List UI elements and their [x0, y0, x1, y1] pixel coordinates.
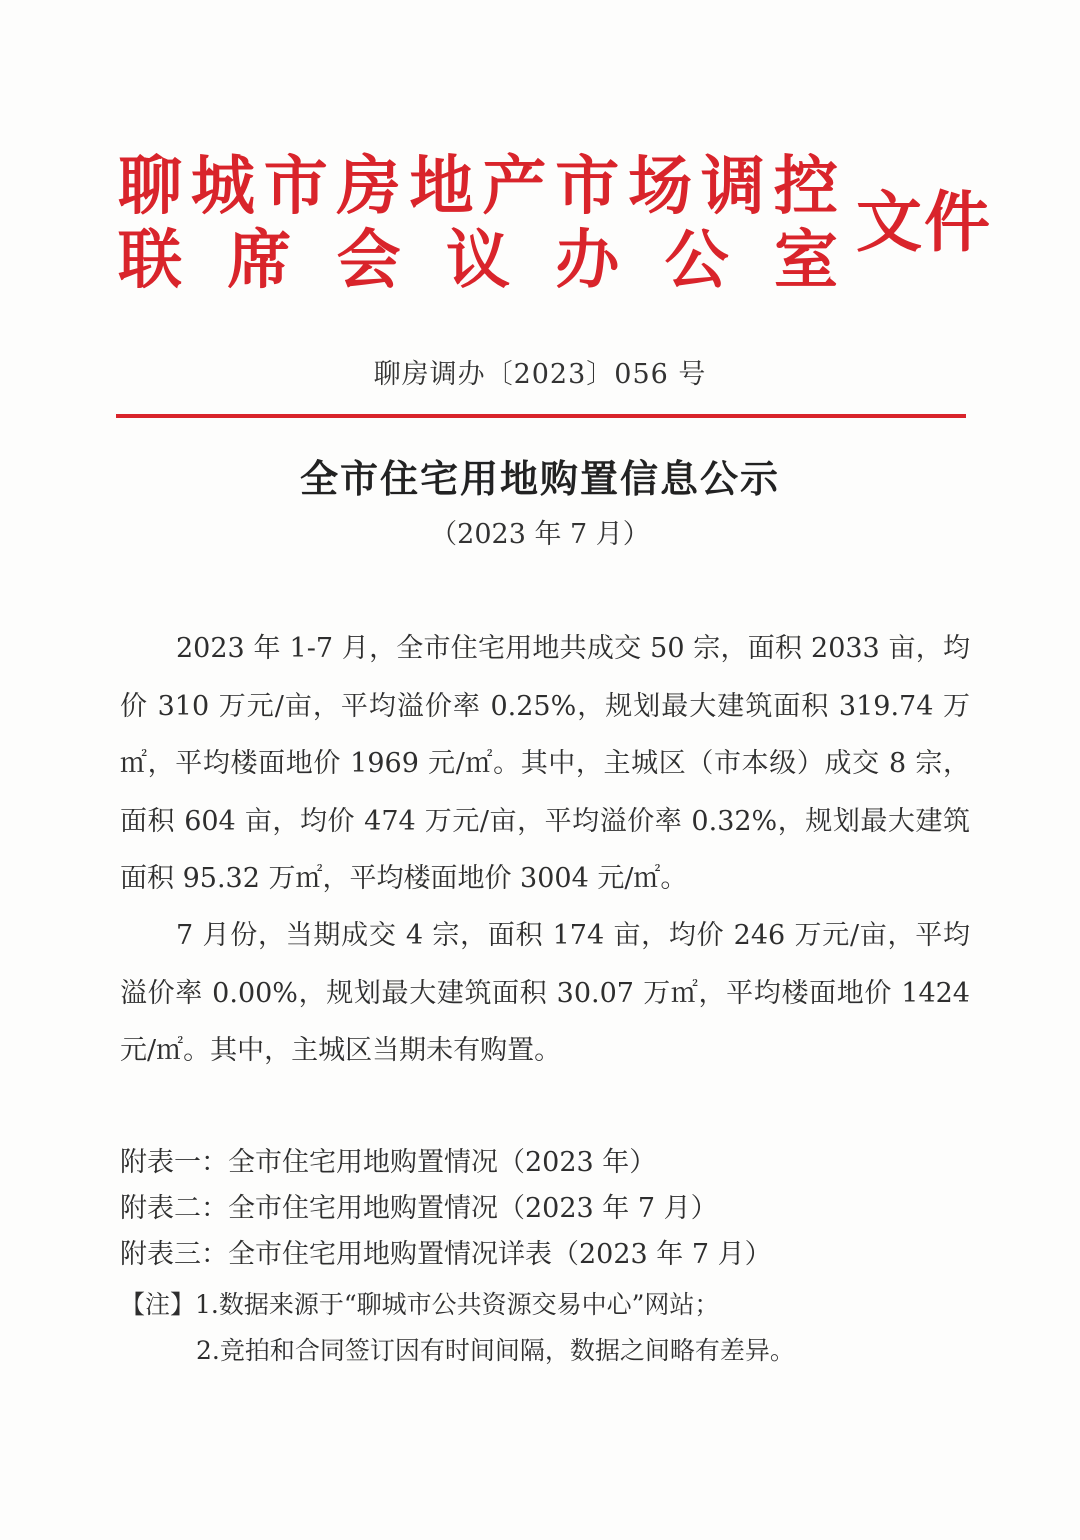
body-paragraph-2: 7 月份，当期成交 4 宗，面积 174 亩，均价 246 万元/亩，平均溢价率 0.00%，规划最大建筑面积 30.07 万㎡，平均楼面地价 1424 元/㎡。其中，主城区当期未有购置。	[120, 920, 970, 1066]
issuer-char: 公	[664, 223, 729, 298]
note-item: 【注】1.数据来源于“聊城市公共资源交易中心”网站；	[120, 1290, 720, 1319]
issuer-char: 席	[227, 223, 292, 298]
issuer-char: 控	[773, 149, 838, 224]
note-item: 2.竞拍和合同签订因有时间间隔，数据之间略有差异。	[196, 1336, 795, 1365]
issuer-char: 地	[409, 149, 474, 224]
issuer-char: 聊	[118, 149, 182, 224]
issuer-char: 室	[773, 223, 838, 298]
issuer-name-block	[118, 150, 838, 298]
issuer-char: 市	[263, 149, 328, 224]
header-divider	[116, 414, 966, 418]
attachment-item: 附表三：全市住宅用地购置情况详表（2023 年 7 月）	[120, 1239, 772, 1270]
issuer-char: 联	[118, 223, 182, 298]
page-subtitle: （2023 年 7 月）	[430, 519, 650, 550]
issuer-char: 市	[555, 149, 620, 224]
document-header	[118, 149, 992, 300]
issuer-name-line-2	[118, 224, 838, 298]
attachment-item: 附表二：全市住宅用地购置情况（2023 年 7 月）	[120, 1193, 718, 1224]
issuer-char: 会	[336, 223, 401, 298]
issuer-char: 城	[190, 149, 255, 224]
issuer-char: 议	[445, 223, 510, 298]
issuer-name-line-1	[118, 150, 838, 224]
page-title: 全市住宅用地购置信息公示	[299, 457, 780, 501]
attachment-item: 附表一：全市住宅用地购置情况（2023 年）	[120, 1147, 657, 1178]
document-type-label: 文件	[856, 183, 992, 261]
issuer-char: 场	[628, 149, 693, 224]
notes-block	[120, 1282, 980, 1374]
issuer-char: 办	[555, 223, 620, 298]
issuer-char: 调	[701, 149, 765, 224]
body-paragraph-1: 2023 年 1-7 月，全市住宅用地共成交 50 宗，面积 2033 亩，均价 310 万元/亩，平均溢价率 0.25%，规划最大建筑面积 319.74 万㎡，平均楼面地价 1969 元/㎡。其中，主城区（市本级）成交 8 宗，面积 604 亩，均价 474 万元/亩，平均溢价率 0.32%，规划最大建筑面积 95.32 万㎡，平均楼面地价 3004 元/㎡。	[120, 633, 970, 894]
issuer-char: 房	[336, 149, 401, 224]
attachment-list	[120, 1140, 980, 1278]
issuer-char: 产	[482, 149, 547, 224]
document-number: 聊房调办〔2023〕056 号	[373, 359, 707, 390]
